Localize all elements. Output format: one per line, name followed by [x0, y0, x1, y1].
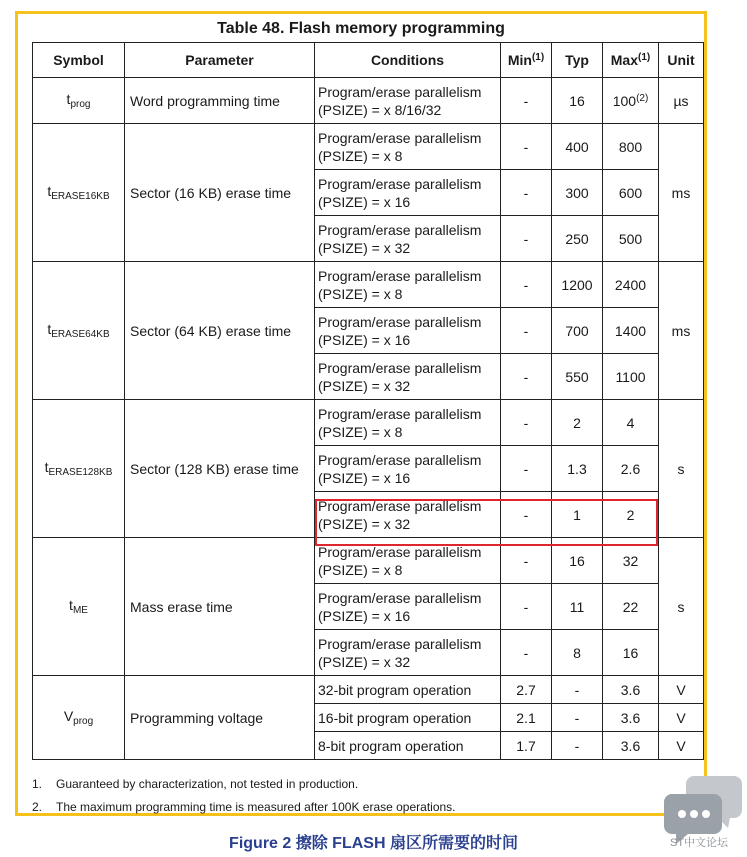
typ-cell: 400: [552, 124, 603, 170]
unit-cell: ms: [659, 124, 704, 262]
condition-cell: 8-bit program operation: [315, 732, 501, 760]
header-max: Max$^{(1)}$: [603, 43, 659, 78]
min-cell: -: [501, 538, 552, 584]
min-cell: -: [501, 446, 552, 492]
header-typ: Typ: [552, 43, 603, 78]
condition-cell: Program/erase parallelism (PSIZE) = x 32: [315, 216, 501, 262]
min-cell: -: [501, 170, 552, 216]
table-row: [33, 262, 704, 308]
parameter-cell: Programming voltage: [125, 676, 315, 760]
footnote-1: 1. Guaranteed by characterization, not tested in production.: [32, 777, 359, 791]
min-cell: -: [501, 124, 552, 170]
watermark-text: ST中文论坛: [670, 837, 729, 849]
min-cell: -: [501, 492, 552, 538]
header-symbol: Symbol: [33, 43, 125, 78]
symbol-cell: $t_{ERASE64KB}$: [33, 262, 125, 400]
table-frame: [15, 11, 707, 816]
max-cell: 16: [603, 630, 659, 676]
max-cell: 1400: [603, 308, 659, 354]
max-cell: 800: [603, 124, 659, 170]
condition-cell: Program/erase parallelism (PSIZE) = x 8: [315, 262, 501, 308]
max-cell: 2.6: [603, 446, 659, 492]
max-cell: 22: [603, 584, 659, 630]
parameter-cell: Word programming time: [125, 78, 315, 124]
unit-cell: V: [659, 732, 704, 760]
condition-cell: Program/erase parallelism (PSIZE) = x 8/16/32: [315, 78, 501, 124]
footnote-2: 2. The maximum programming time is measured after 100K erase operations.: [32, 800, 456, 814]
symbol-cell: $V_{prog}$: [33, 676, 125, 760]
min-cell: 1.7: [501, 732, 552, 760]
unit-cell: V: [659, 704, 704, 732]
unit-cell: µs: [659, 78, 704, 124]
unit-cell: V: [659, 676, 704, 704]
header-parameter: Parameter: [125, 43, 315, 78]
typ-cell: 1.3: [552, 446, 603, 492]
table-row: [33, 538, 704, 584]
max-cell: 3.6: [603, 676, 659, 704]
typ-cell: 16: [552, 538, 603, 584]
parameter-cell: Sector (64 KB) erase time: [125, 262, 315, 400]
typ-cell: -: [552, 704, 603, 732]
max-cell: 1100: [603, 354, 659, 400]
typ-cell: 300: [552, 170, 603, 216]
symbol-cell: $t_{prog}$: [33, 78, 125, 124]
condition-cell: Program/erase parallelism (PSIZE) = x 16: [315, 170, 501, 216]
flash-programming-table: [32, 42, 704, 760]
min-cell: -: [501, 400, 552, 446]
min-cell: 2.7: [501, 676, 552, 704]
min-cell: -: [501, 262, 552, 308]
condition-cell: Program/erase parallelism (PSIZE) = x 32: [315, 630, 501, 676]
max-cell: 600: [603, 170, 659, 216]
min-cell: -: [501, 354, 552, 400]
table-row: [33, 676, 704, 704]
typ-cell: -: [552, 676, 603, 704]
unit-cell: s: [659, 400, 704, 538]
condition-cell: Program/erase parallelism (PSIZE) = x 32: [315, 492, 501, 538]
condition-cell: 32-bit program operation: [315, 676, 501, 704]
table-row: [33, 400, 704, 446]
condition-cell: Program/erase parallelism (PSIZE) = x 16: [315, 584, 501, 630]
figure-caption: Figure 2 擦除 FLASH 扇区所需要的时间: [229, 835, 518, 852]
table-notes: [32, 773, 456, 819]
min-cell: -: [501, 630, 552, 676]
min-cell: -: [501, 78, 552, 124]
typ-cell: 700: [552, 308, 603, 354]
parameter-cell: Sector (128 KB) erase time: [125, 400, 315, 538]
min-cell: 2.1: [501, 704, 552, 732]
condition-cell: Program/erase parallelism (PSIZE) = x 16: [315, 446, 501, 492]
header-conditions: Conditions: [315, 43, 501, 78]
typ-cell: 8: [552, 630, 603, 676]
typ-cell: 550: [552, 354, 603, 400]
max-cell: 4: [603, 400, 659, 446]
header-row: [33, 43, 704, 78]
parameter-cell: Mass erase time: [125, 538, 315, 676]
table-title: Table 48. Flash memory programming: [217, 20, 505, 37]
symbol-cell: $t_{ERASE128KB}$: [33, 400, 125, 538]
condition-cell: Program/erase parallelism (PSIZE) = x 8: [315, 400, 501, 446]
typ-cell: 16: [552, 78, 603, 124]
parameter-cell: Sector (16 KB) erase time: [125, 124, 315, 262]
table-row: [33, 124, 704, 170]
min-cell: -: [501, 308, 552, 354]
max-cell: 500: [603, 216, 659, 262]
condition-cell: Program/erase parallelism (PSIZE) = x 32: [315, 354, 501, 400]
symbol-cell: $t_{ERASE16KB}$: [33, 124, 125, 262]
max-cell: 3.6: [603, 704, 659, 732]
header-min: Min$^{(1)}$: [501, 43, 552, 78]
condition-cell: Program/erase parallelism (PSIZE) = x 8: [315, 124, 501, 170]
table-row: [33, 78, 704, 124]
typ-cell: 2: [552, 400, 603, 446]
condition-cell: 16-bit program operation: [315, 704, 501, 732]
header-unit: Unit: [659, 43, 704, 78]
condition-cell: Program/erase parallelism (PSIZE) = x 8: [315, 538, 501, 584]
max-cell: 2400: [603, 262, 659, 308]
typ-cell: 1: [552, 492, 603, 538]
max-cell: 100$^{(2)}$: [603, 78, 659, 124]
typ-cell: 11: [552, 584, 603, 630]
typ-cell: 250: [552, 216, 603, 262]
max-cell: 2: [603, 492, 659, 538]
typ-cell: -: [552, 732, 603, 760]
unit-cell: s: [659, 538, 704, 676]
condition-cell: Program/erase parallelism (PSIZE) = x 16: [315, 308, 501, 354]
max-cell: 3.6: [603, 732, 659, 760]
typ-cell: 1200: [552, 262, 603, 308]
max-cell: 32: [603, 538, 659, 584]
min-cell: -: [501, 216, 552, 262]
symbol-cell: $t_{ME}$: [33, 538, 125, 676]
unit-cell: ms: [659, 262, 704, 400]
min-cell: -: [501, 584, 552, 630]
